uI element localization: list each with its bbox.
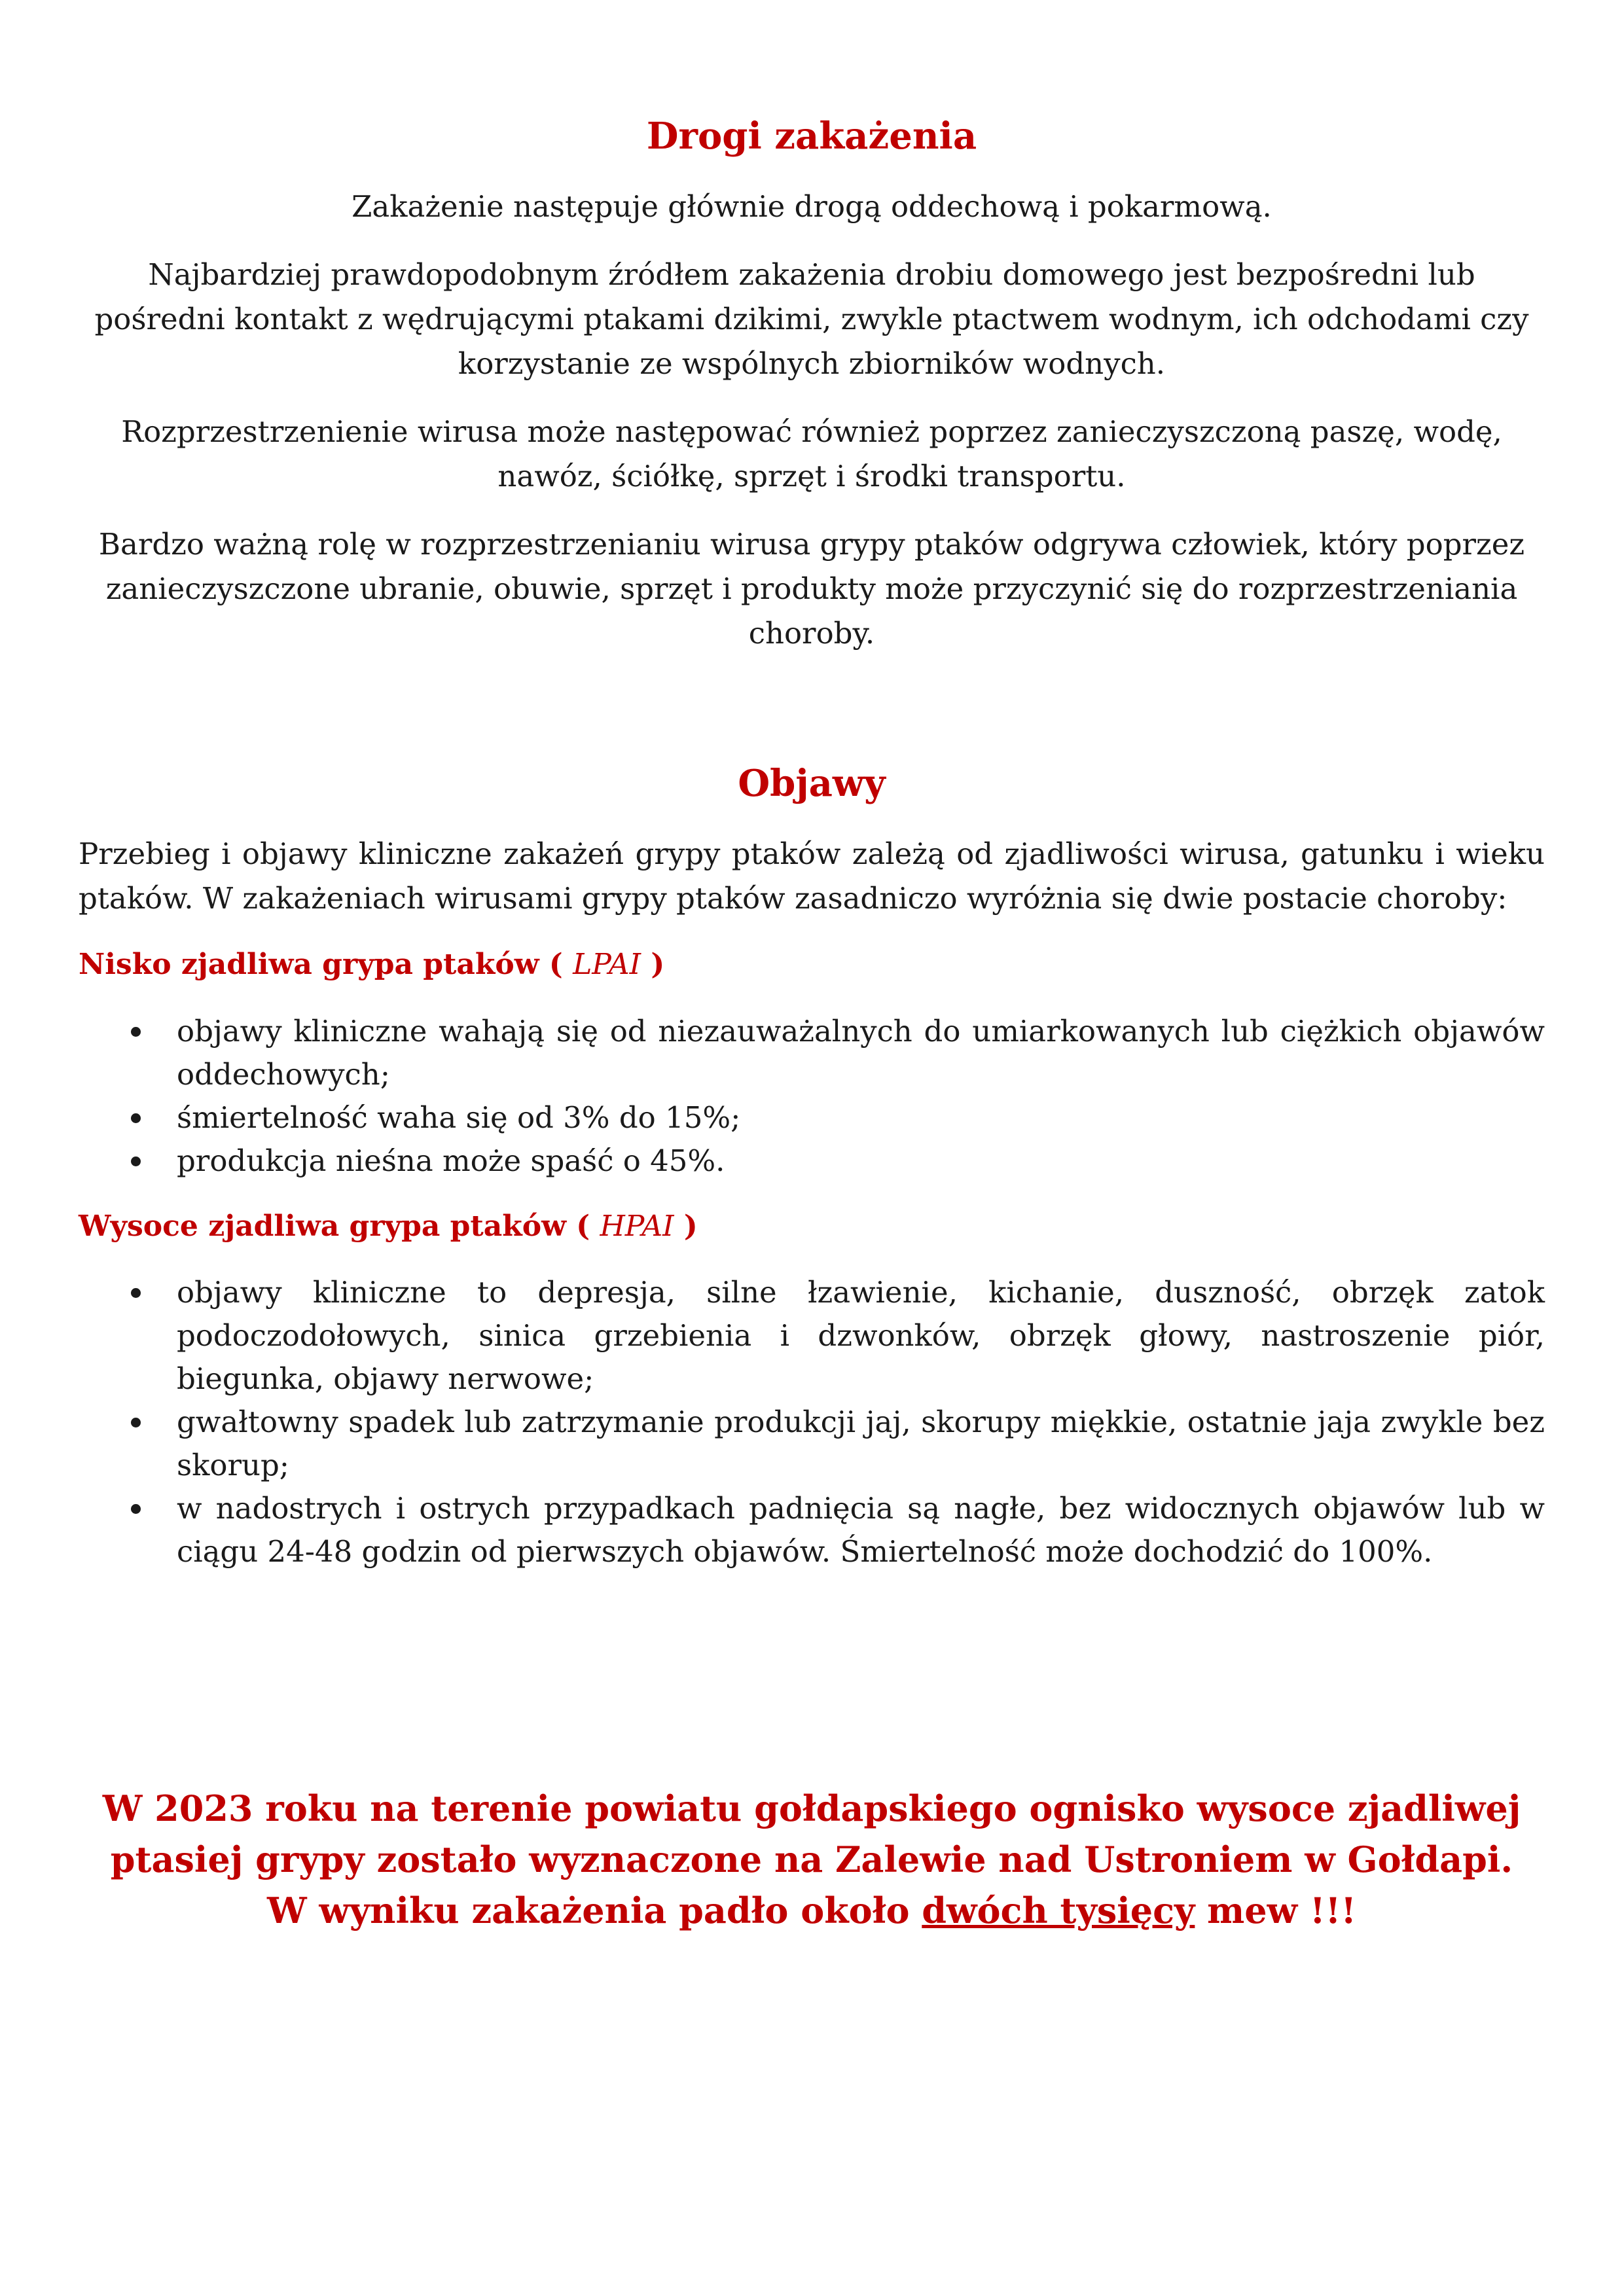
symptoms-intro: Przebieg i objawy kliniczne zakażeń grypy ptaków zależą od zjadliwości wirusa, gatunku i wieku ptaków. W zakażeniach wirusami grypy ptaków zasadniczo wyróżnia się dwie postacie choroby:: [79, 836, 1545, 916]
bullet-icon: [131, 1418, 141, 1427]
outbreak-notice: [79, 1783, 1545, 1936]
transmission-paragraph-4: Bardzo ważną rolę w rozprzestrzenianiu wirusa grypy ptaków odgrywa człowiek, który poprzez zanieczyszczone ubranie, obuwie, sprzęt i produkty może przyczynić się do rozprzestrzeniania choroby.: [98, 527, 1525, 651]
transmission-paragraph-2: Najbardziej prawdopodobnym źródłem zakażenia drobiu domowego jest bezpośredni lub pośredni kontakt z wędrującymi ptakami dzikimi, zwykle ptactwem wodnym, ich odchodami czy korzystanie ze wspólnych zbiorników wodnych.: [94, 257, 1529, 382]
lpai-heading-close: ): [651, 948, 665, 982]
bullet-icon: [131, 1113, 141, 1123]
list-item: [79, 1271, 1545, 1401]
list-item: [79, 1096, 1545, 1139]
symptoms-title: Objawy: [738, 762, 886, 806]
list-item-text: produkcja nieśna może spaść o 45%.: [177, 1143, 725, 1178]
document-page: [79, 115, 1545, 1936]
hpai-symptom-list: [79, 1271, 1545, 1573]
list-item-text: gwałtowny spadek lub zatrzymanie produkcji jaj, skorupy miękkie, ostatnie jaja zwykle bez skorup;: [177, 1404, 1545, 1482]
bullet-icon: [131, 1504, 141, 1514]
notice-line-3-end: mew !!!: [1195, 1889, 1357, 1931]
bullet-icon: [131, 1157, 141, 1166]
list-item: [79, 1010, 1545, 1096]
notice-line-3: [79, 1885, 1545, 1936]
hpai-heading: [79, 1208, 1545, 1245]
hpai-heading-close: ): [683, 1209, 698, 1243]
lpai-abbreviation: LPAI: [573, 948, 641, 982]
transmission-title: Drogi zakażenia: [646, 115, 977, 158]
bullet-icon: [131, 1288, 141, 1298]
list-item: [79, 1139, 1545, 1183]
hpai-heading-label: Wysoce zjadliwa grypa ptaków (: [79, 1209, 590, 1243]
bullet-icon: [131, 1027, 141, 1037]
list-item-text: śmiertelność waha się od 3% do 15%;: [177, 1100, 741, 1135]
notice-line-1: W 2023 roku na terenie powiatu gołdapskiego ognisko wysoce zjadliwej: [102, 1787, 1521, 1829]
notice-underlined-count: dwóch tysięcy: [922, 1889, 1195, 1931]
lpai-heading: [79, 946, 1545, 983]
hpai-abbreviation: HPAI: [600, 1209, 674, 1243]
list-item: [79, 1487, 1545, 1573]
list-item-text: objawy kliniczne wahają się od niezauważalnych do umiarkowanych lub ciężkich objawów oddechowych;: [177, 1013, 1545, 1092]
lpai-symptom-list: [79, 1010, 1545, 1183]
list-item-text: w nadostrych i ostrych przypadkach padnięcia są nagłe, bez widocznych objawów lub w ciągu 24-48 godzin od pierwszych objawów. Śmiertelność może dochodzić do 100%.: [177, 1490, 1545, 1569]
transmission-section: [79, 115, 1545, 656]
notice-line-2: ptasiej grypy zostało wyznaczone na Zalewie nad Ustroniem w Gołdapi.: [110, 1838, 1513, 1880]
lpai-heading-label: Nisko zjadliwa grypa ptaków (: [79, 948, 563, 982]
list-item-text: objawy kliniczne to depresja, silne łzawienie, kichanie, duszność, obrzęk zatok podoczodołowych, sinica grzebienia i dzwonków, obrzęk głowy, nastroszenie piór, biegunka, objawy nerwowe;: [177, 1274, 1545, 1396]
symptoms-section: [79, 762, 1545, 1573]
transmission-paragraph-1: Zakażenie następuje głównie drogą oddechową i pokarmową.: [352, 189, 1272, 224]
notice-line-3-start: W wyniku zakażenia padło około: [266, 1889, 922, 1931]
list-item: [79, 1401, 1545, 1487]
transmission-paragraph-3: Rozprzestrzenienie wirusa może następować również poprzez zanieczyszczoną paszę, wodę, nawóz, ściółkę, sprzęt i środki transportu.: [121, 414, 1502, 494]
